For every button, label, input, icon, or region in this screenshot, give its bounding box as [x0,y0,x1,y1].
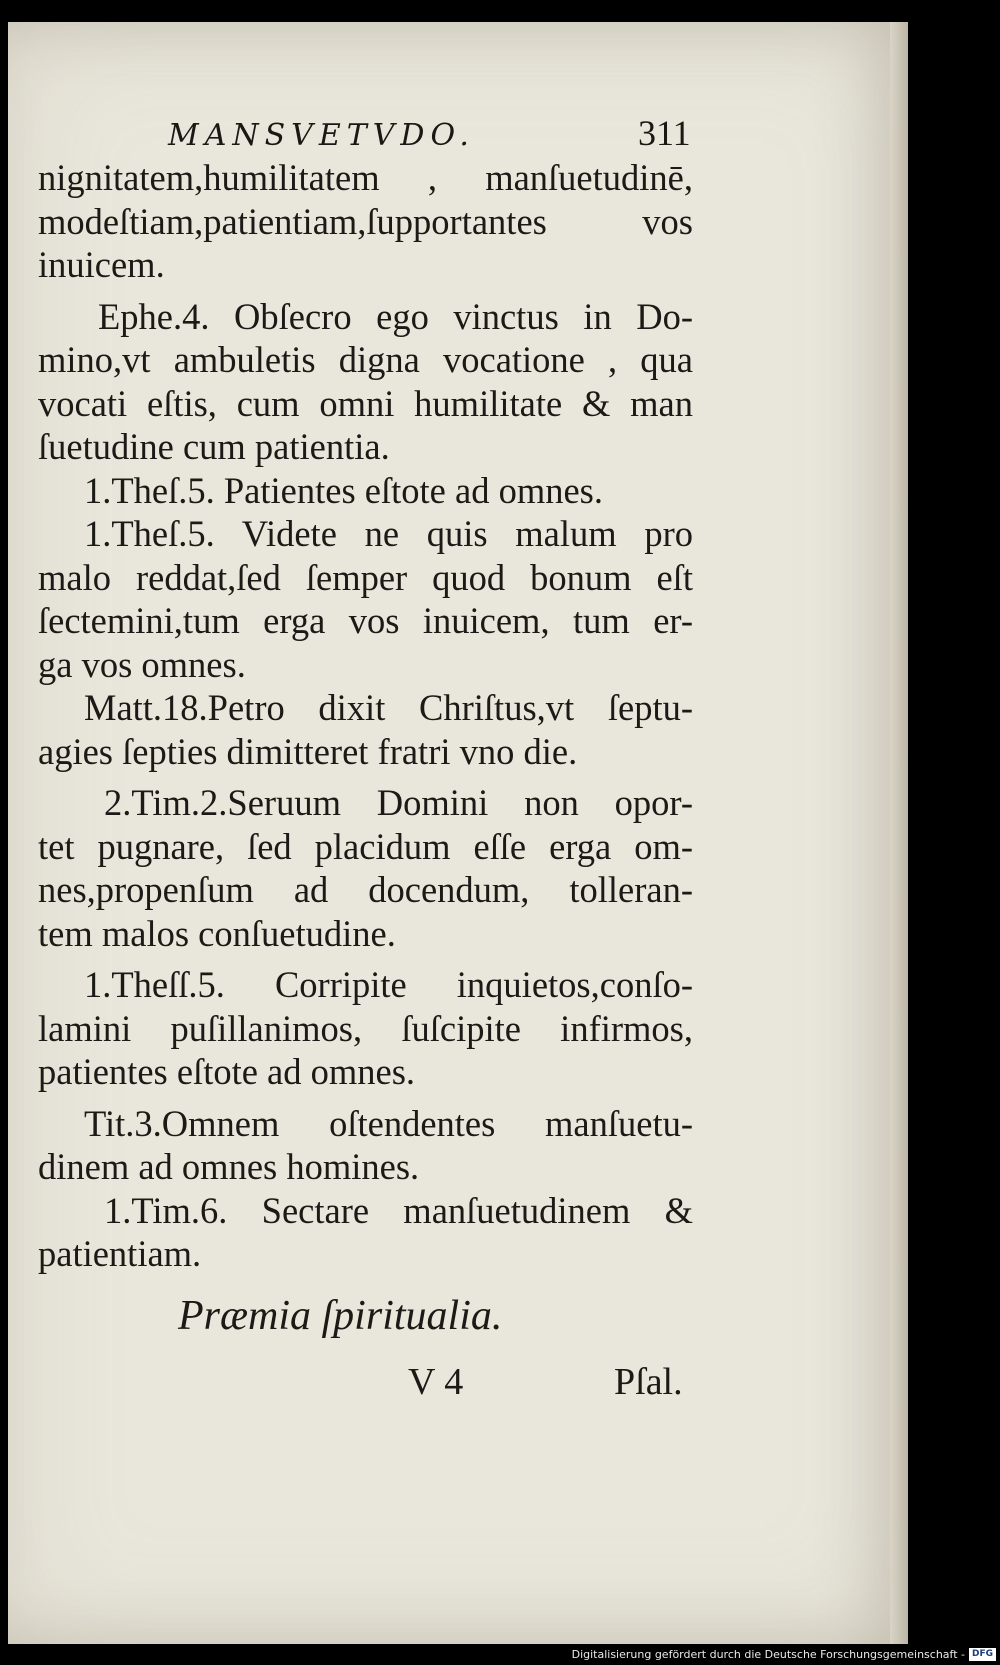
page-edge [890,22,908,1644]
text-line: agies ſepties dimitteret fratri vno die. [38,730,578,772]
text-line: Matt.18.Petro dixit Chriſtus,vt ſeptu- [84,687,693,728]
text-line: 1.Theſſ.5. Corripite inquietos,conſo- [84,964,693,1005]
text-line: vocati eſtis, cum omni humilitate & man [38,382,693,424]
text-line: malo reddat,ſed ſemper quod bonum eſt [38,556,693,598]
text-line: tem malos conſuetudine. [38,912,396,954]
running-title: MANSVETVDO. [168,118,475,153]
credit-text: Digitalisierung gefördert durch die Deutsche Forschungsgemeinschaft - [571,1647,965,1661]
text-line: dinem ad omnes homines. [38,1146,420,1187]
text-line: ſuetudine cum patientia. [38,426,390,467]
text-line: mino,vt ambuletis digna vocatione , qua [38,339,693,380]
text-line: patientiam. [38,1233,202,1274]
text-line: 1.Theſ.5. Patientes eſtote ad omnes. [84,469,603,511]
text-line: inuicem. [38,244,165,285]
signature-mark: V 4 [408,1361,464,1403]
text-line: patientes eſtote ad omnes. [38,1051,416,1092]
text-line: nes,propenſum ad docendum, tolleran- [38,869,693,910]
section-heading: Præmia ſpiritualia. [178,1293,503,1339]
text-line: lamini puſillanimos, ſuſcipite infirmos, [38,1007,693,1049]
page-body [38,156,693,1276]
text-line: Ephe.4. Obſecro ego vinctus in Do- [98,295,693,337]
text-line: ſectemini,tum erga vos inuicem, tum er- [38,600,693,641]
text-line: ga vos omnes. [38,643,246,685]
text-line: 1.Theſ.5. Videte ne quis malum pro [84,513,693,554]
text-line: nignitatem,humilitatem , manſuetudinē, [38,157,693,198]
catchword: Pſal. [614,1361,683,1403]
digitization-credit [572,1646,996,1662]
text-line: modeſtiam,patientiam,ſupportantes vos [38,200,693,242]
text-line: 1.Tim.6. Sectare manſuetudinem & [104,1189,693,1231]
dfg-logo-icon: DFG [969,1648,996,1661]
page-number: 311 [638,113,691,153]
text-line: 2.Tim.2.Seruum Domini non opor- [104,782,693,823]
text-line: tet pugnare, ſed placidum eſſe erga om- [38,825,693,867]
text-line: Tit.3.Omnem oſtendentes manſuetu- [84,1102,693,1144]
